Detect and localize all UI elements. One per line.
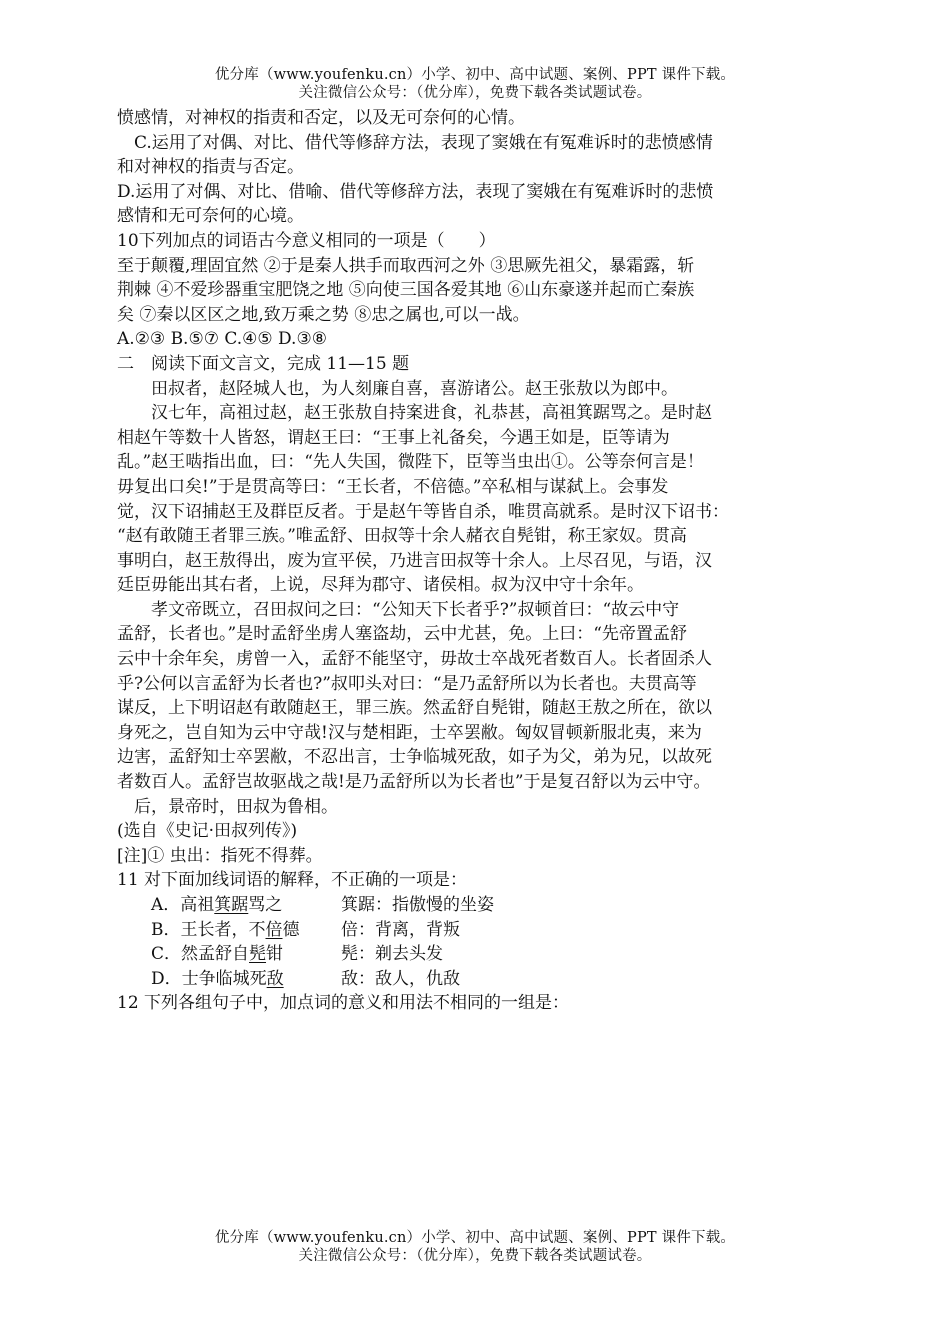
text-line: 和对神权的指责与否定。 [117, 157, 304, 178]
page-header [0, 66, 950, 102]
underlined-word: 髡 [249, 944, 267, 965]
option-d-line: D.运用了对偶、对比、借喻、借代等修辞方法，表现了窦娥在有冤难诉时的悲愤 [117, 181, 714, 202]
header-line-1: 优分库（www.youfenku.cn）小学、初中、高中试题、案例、PPT 课件下载。 [214, 67, 736, 83]
passage-line: 乱。”赵王啮指出血，曰：“先人失国，微陛下，臣等当虫出①。公等奈何言是！ [117, 452, 704, 473]
option-sentence: D．士争临城死敌 [151, 968, 284, 989]
passage-line: “赵有敢随王者罪三族。”唯孟舒、田叔等十余人赭衣自髡钳，称王家奴。贯高 [117, 526, 687, 547]
passage-line: 者数百人。孟舒岂故驱战之哉!是乃孟舒所以为长者也”于是复召舒以为云中守。 [117, 772, 711, 793]
annotation-note: [注]① 虫出：指死不得葬。 [117, 845, 323, 866]
passage-line: 后，景帝时，田叔为鲁相。 [134, 796, 338, 817]
q11-option-a [117, 893, 817, 918]
passage-line: 觉，汉下诏捕赵王及群臣反者。于是赵午等皆自杀，唯贯高就系。是时汉下诏书： [117, 501, 729, 522]
option-c-line: C.运用了对偶、对比、借代等修辞方法，表现了窦娥在有冤难诉时的悲愤感情 [134, 132, 713, 153]
text-line: 至于颠覆,理固宜然 ②于是秦人拱手而取西河之外 ③思厥先祖父，暴霜露，斩 [117, 255, 695, 276]
passage-line: 事明白，赵王敖得出，废为宣平侯，乃进言田叔等十余人。上尽召见，与语，汉 [117, 550, 712, 571]
passage-line: 云中十余年矣，虏曾一入，孟舒不能坚守，毋故士卒战死者数百人。长者固杀人 [117, 649, 712, 670]
underlined-word: 敌 [266, 968, 284, 989]
q11-option-c [117, 942, 817, 967]
q11-option-d [117, 967, 817, 992]
text-line: 愤感情，对神权的指责和否定，以及无可奈何的心情。 [117, 108, 525, 128]
answer-choices: A.②③ B.⑤⑦ C.④⑤ D.③⑧ [117, 329, 327, 350]
question-10: 10下列加点的词语古今意义相同的一项是（ ） [117, 230, 496, 251]
option-sentence: B．王长者，不倍德 [151, 919, 300, 940]
passage-line: 身死之，岂自知为云中守哉!汉与楚相距，士卒罢敝。匈奴冒顿新服北夷，来为 [117, 722, 702, 743]
passage-line: 边害，孟舒知士卒罢敝，不忍出言，士争临城死敌，如子为父，弟为兄，以故死 [117, 747, 712, 768]
section-heading: 二 阅读下面文言文，完成 11—15 题 [117, 353, 410, 374]
footer-line-2: 关注微信公众号：（优分库），免费下载各类试题试卷。 [298, 1248, 652, 1264]
underlined-word: 箕踞 [214, 895, 249, 915]
footer-line-1: 优分库（www.youfenku.cn）小学、初中、高中试题、案例、PPT 课件下载。 [214, 1230, 736, 1246]
passage-line: 汉七年，高祖过赵，赵王张敖自持案进食，礼恭甚，高祖箕踞骂之。是时赵 [151, 403, 712, 424]
passage-line: 谋反，上下明诏赵有敢随赵王，罪三族。然孟舒自髡钳，随赵王敖之所在，欲以 [117, 698, 712, 719]
option-sentence: C．然孟舒自髡钳 [151, 944, 284, 965]
text-line: 矣 ⑦秦以区区之地,致万乘之势 ⑧忠之属也,可以一战。 [117, 304, 530, 325]
passage-line: 孝文帝既立，召田叔问之曰：“公知天下长者乎?”叔顿首曰：“故云中守 [151, 599, 680, 620]
option-gloss: 髡：剃去头发 [341, 944, 443, 965]
source-note: (选自《史记·田叔列传》) [117, 821, 298, 842]
header-line-2: 关注微信公众号：（优分库），免费下载各类试题试卷。 [298, 85, 652, 101]
passage-line: 毋复出口矣!”于是贯高等曰：“王长者，不倍德。”卒私相与谋弑上。会事发 [117, 476, 669, 497]
text-line: 感情和无可奈何的心境。 [117, 206, 304, 227]
passage-line: 田叔者，赵陉城人也，为人刻廉自喜，喜游诸公。赵王张敖以为郎中。 [151, 378, 678, 399]
text-line: 荆棘 ④不爱珍器重宝肥饶之地 ⑤向使三国各爱其地 ⑥山东豪遂并起而亡秦族 [117, 280, 695, 301]
passage-line: 廷臣毋能出其右者，上说，尽拜为郡守、诸侯相。叔为汉中守十余年。 [117, 575, 644, 596]
document-body [117, 106, 817, 1016]
passage-line: 乎?公何以言孟舒为长者也?”叔叩头对曰：“是乃孟舒所以为长者也。夫贯高等 [117, 673, 697, 694]
underlined-word: 倍 [265, 919, 283, 940]
option-gloss: 箕踞：指傲慢的坐姿 [341, 895, 494, 915]
passage-line: 孟舒，长者也。”是时孟舒坐虏人塞盗劫，云中尤甚，免。上曰：“先帝置孟舒 [117, 624, 687, 645]
question-11: 11 对下面加线词语的解释，不正确的一项是： [117, 870, 468, 891]
option-sentence: A．高祖箕踞骂之 [151, 895, 283, 915]
option-gloss: 倍：背离，背叛 [341, 919, 460, 940]
q11-option-b [117, 918, 817, 943]
page-footer [0, 1229, 950, 1265]
passage-line: 相赵午等数十人皆怒，谓赵王曰：“王事上礼备矣，今遇王如是，臣等请为 [117, 427, 670, 448]
question-12: 12 下列各组句子中，加点词的意义和用法不相同的一组是： [117, 993, 570, 1014]
option-gloss: 敌：敌人，仇敌 [341, 968, 460, 989]
